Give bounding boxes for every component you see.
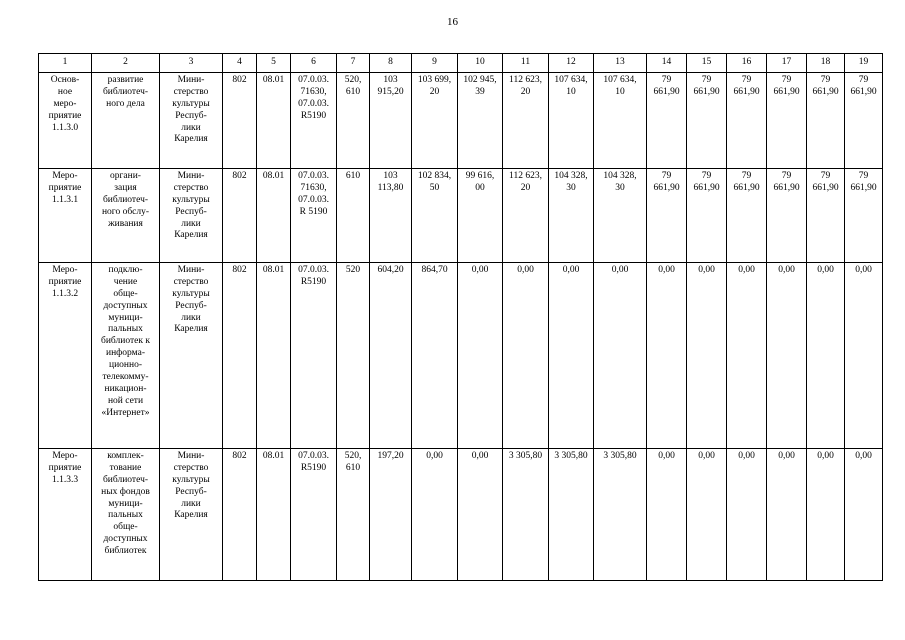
table-cell: 79 661,90 (727, 169, 767, 263)
column-header: 19 (845, 54, 883, 73)
table-cell: 79 661,90 (807, 73, 845, 169)
column-header: 10 (458, 54, 503, 73)
table-cell: 802 (223, 73, 257, 169)
table-cell: 0,00 (503, 263, 549, 449)
table-cell: 520, 610 (337, 73, 370, 169)
table-cell: Основ- ное меро- приятие 1.1.3.0 (39, 73, 92, 169)
table-cell: 0,00 (412, 449, 458, 581)
table-row (39, 73, 883, 169)
table-cell: 0,00 (845, 263, 883, 449)
table-cell: 0,00 (807, 263, 845, 449)
table-cell: 107 634, 10 (549, 73, 594, 169)
table-cell: органи- зация библиотеч- ного обслу- живания (92, 169, 160, 263)
table-cell: 0,00 (845, 449, 883, 581)
table-cell: Меро- приятие 1.1.3.3 (39, 449, 92, 581)
table-cell: Меро- приятие 1.1.3.2 (39, 263, 92, 449)
column-header: 3 (160, 54, 223, 73)
column-header: 9 (412, 54, 458, 73)
table-cell: 520, 610 (337, 449, 370, 581)
table-cell: 79 661,90 (647, 73, 687, 169)
column-header: 16 (727, 54, 767, 73)
column-header: 1 (39, 54, 92, 73)
table-cell: 112 623, 20 (503, 73, 549, 169)
column-header: 14 (647, 54, 687, 73)
table-cell: 520 (337, 263, 370, 449)
table-cell: 0,00 (727, 449, 767, 581)
table-cell: 07.0.03. R5190 (291, 263, 337, 449)
table-cell: 79 661,90 (767, 169, 807, 263)
table-cell: 103 699, 20 (412, 73, 458, 169)
column-header: 18 (807, 54, 845, 73)
table-row (39, 449, 883, 581)
table-cell: развитие библиотеч- ного дела (92, 73, 160, 169)
table-cell: 0,00 (549, 263, 594, 449)
table-cell: Мини- стерство культуры Респуб- лики Карелия (160, 73, 223, 169)
column-header: 6 (291, 54, 337, 73)
budget-table (38, 53, 883, 581)
table-cell: 107 634, 10 (594, 73, 647, 169)
column-header: 7 (337, 54, 370, 73)
table-cell: 99 616, 00 (458, 169, 503, 263)
table-cell: 79 661,90 (807, 169, 845, 263)
table-cell: 0,00 (767, 449, 807, 581)
table-cell: 610 (337, 169, 370, 263)
table-cell: 07.0.03. R5190 (291, 449, 337, 581)
table-cell: 79 661,90 (845, 73, 883, 169)
table-cell: 0,00 (594, 263, 647, 449)
table-cell: 3 305,80 (594, 449, 647, 581)
header-row (39, 54, 883, 73)
table-cell: 08.01 (257, 449, 291, 581)
table-cell: 07.0.03. 71630, 07.0.03. R5190 (291, 73, 337, 169)
column-header: 8 (370, 54, 412, 73)
table-cell: 79 661,90 (687, 73, 727, 169)
table-cell: 802 (223, 169, 257, 263)
table-cell: 79 661,90 (647, 169, 687, 263)
table-cell: 08.01 (257, 169, 291, 263)
table-cell: 197,20 (370, 449, 412, 581)
table-cell: 79 661,90 (767, 73, 807, 169)
table-cell: Мини- стерство культуры Респуб- лики Карелия (160, 169, 223, 263)
column-header: 12 (549, 54, 594, 73)
column-header: 5 (257, 54, 291, 73)
column-header: 17 (767, 54, 807, 73)
table-cell: 0,00 (647, 449, 687, 581)
table-cell: 79 661,90 (845, 169, 883, 263)
table-cell: Мини- стерство культуры Респуб- лики Карелия (160, 449, 223, 581)
table-cell: 08.01 (257, 263, 291, 449)
table-cell: 102 945, 39 (458, 73, 503, 169)
table-cell: 0,00 (687, 449, 727, 581)
table-cell: 3 305,80 (549, 449, 594, 581)
table-cell: подклю- чение обще- доступных муници- пальных библиотек к информа- ционно- телекомму- никацион- ной сети «Интернет» (92, 263, 160, 449)
table-cell: 864,70 (412, 263, 458, 449)
column-header: 15 (687, 54, 727, 73)
table-cell: Меро- приятие 1.1.3.1 (39, 169, 92, 263)
table-row (39, 169, 883, 263)
table-cell: 0,00 (458, 449, 503, 581)
table-cell: 802 (223, 449, 257, 581)
table-cell: 0,00 (807, 449, 845, 581)
column-header: 2 (92, 54, 160, 73)
table-body (39, 73, 883, 581)
table-cell: 104 328, 30 (549, 169, 594, 263)
table-cell: 3 305,80 (503, 449, 549, 581)
table-cell: 79 661,90 (687, 169, 727, 263)
table-cell: 112 623, 20 (503, 169, 549, 263)
table-cell: 102 834, 50 (412, 169, 458, 263)
table-cell: Мини- стерство культуры Респуб- лики Карелия (160, 263, 223, 449)
table-row (39, 263, 883, 449)
table-cell: 802 (223, 263, 257, 449)
table-cell: 79 661,90 (727, 73, 767, 169)
table-cell: 08.01 (257, 73, 291, 169)
page-number: 16 (447, 16, 458, 28)
column-header: 4 (223, 54, 257, 73)
table-cell: 103 113,80 (370, 169, 412, 263)
table-cell: комплек- тование библиотеч- ных фондов муници- пальных обще- доступных библиотек (92, 449, 160, 581)
table-cell: 604,20 (370, 263, 412, 449)
column-header: 13 (594, 54, 647, 73)
table-cell: 103 915,20 (370, 73, 412, 169)
column-header: 11 (503, 54, 549, 73)
table-cell: 0,00 (727, 263, 767, 449)
table-cell: 0,00 (458, 263, 503, 449)
table-cell: 104 328, 30 (594, 169, 647, 263)
table-cell: 0,00 (687, 263, 727, 449)
table-cell: 07.0.03. 71630, 07.0.03. R 5190 (291, 169, 337, 263)
table-cell: 0,00 (647, 263, 687, 449)
table-cell: 0,00 (767, 263, 807, 449)
